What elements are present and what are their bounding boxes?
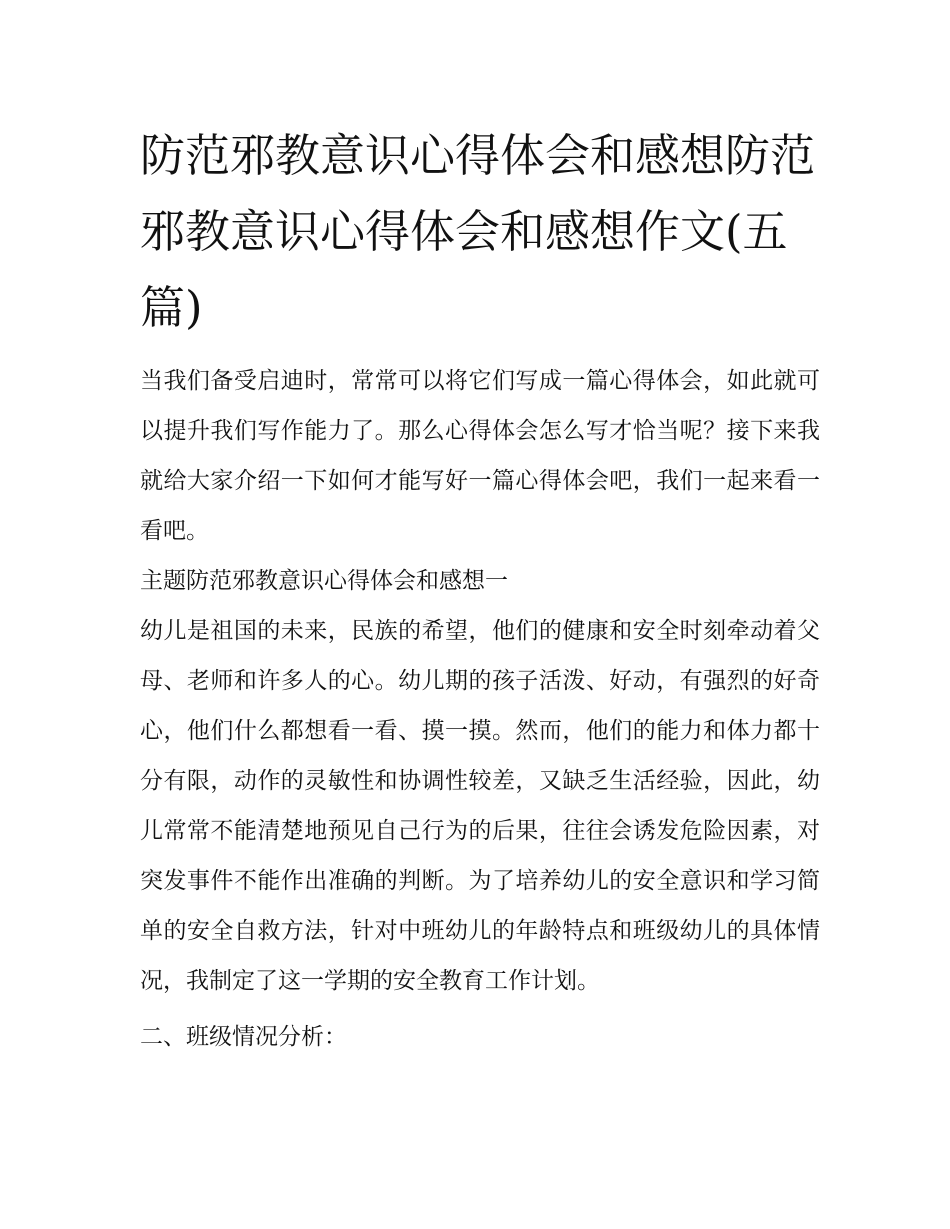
- document-page: [140, 118, 820, 1062]
- intro-paragraph: 当我们备受启迪时，常常可以将它们写成一篇心得体会，如此就可以提升我们写作能力了。那么心得体会怎么写才恰当呢？接下来我就给大家介绍一下如何才能写好一篇心得体会吧，我们一起来看一看吧。: [140, 368, 820, 544]
- topic-heading: 主题防范邪教意识心得体会和感想一: [140, 568, 508, 594]
- section-heading: 二、班级情况分析：: [140, 1024, 347, 1050]
- body-paragraph: 幼儿是祖国的未来，民族的希望，他们的健康和安全时刻牵动着父母、老师和许多人的心。幼儿期的孩子活泼、好动，有强烈的好奇心，他们什么都想看一看、摸一摸。然而，他们的能力和体力都十分有限，动作的灵敏性和协调性较差，又缺乏生活经验，因此，幼儿常常不能清楚地预见自己行为的后果，往往会诱发危险因素，对突发事件不能作出准确的判断。为了培养幼儿的安全意识和学习简单的安全自救方法，针对中班幼儿的年龄特点和班级幼儿的具体情况，我制定了这一学期的安全教育工作计划。: [140, 618, 820, 994]
- document-title: 防范邪教意识心得体会和感想防范邪教意识心得体会和感想作文(五篇): [140, 129, 816, 334]
